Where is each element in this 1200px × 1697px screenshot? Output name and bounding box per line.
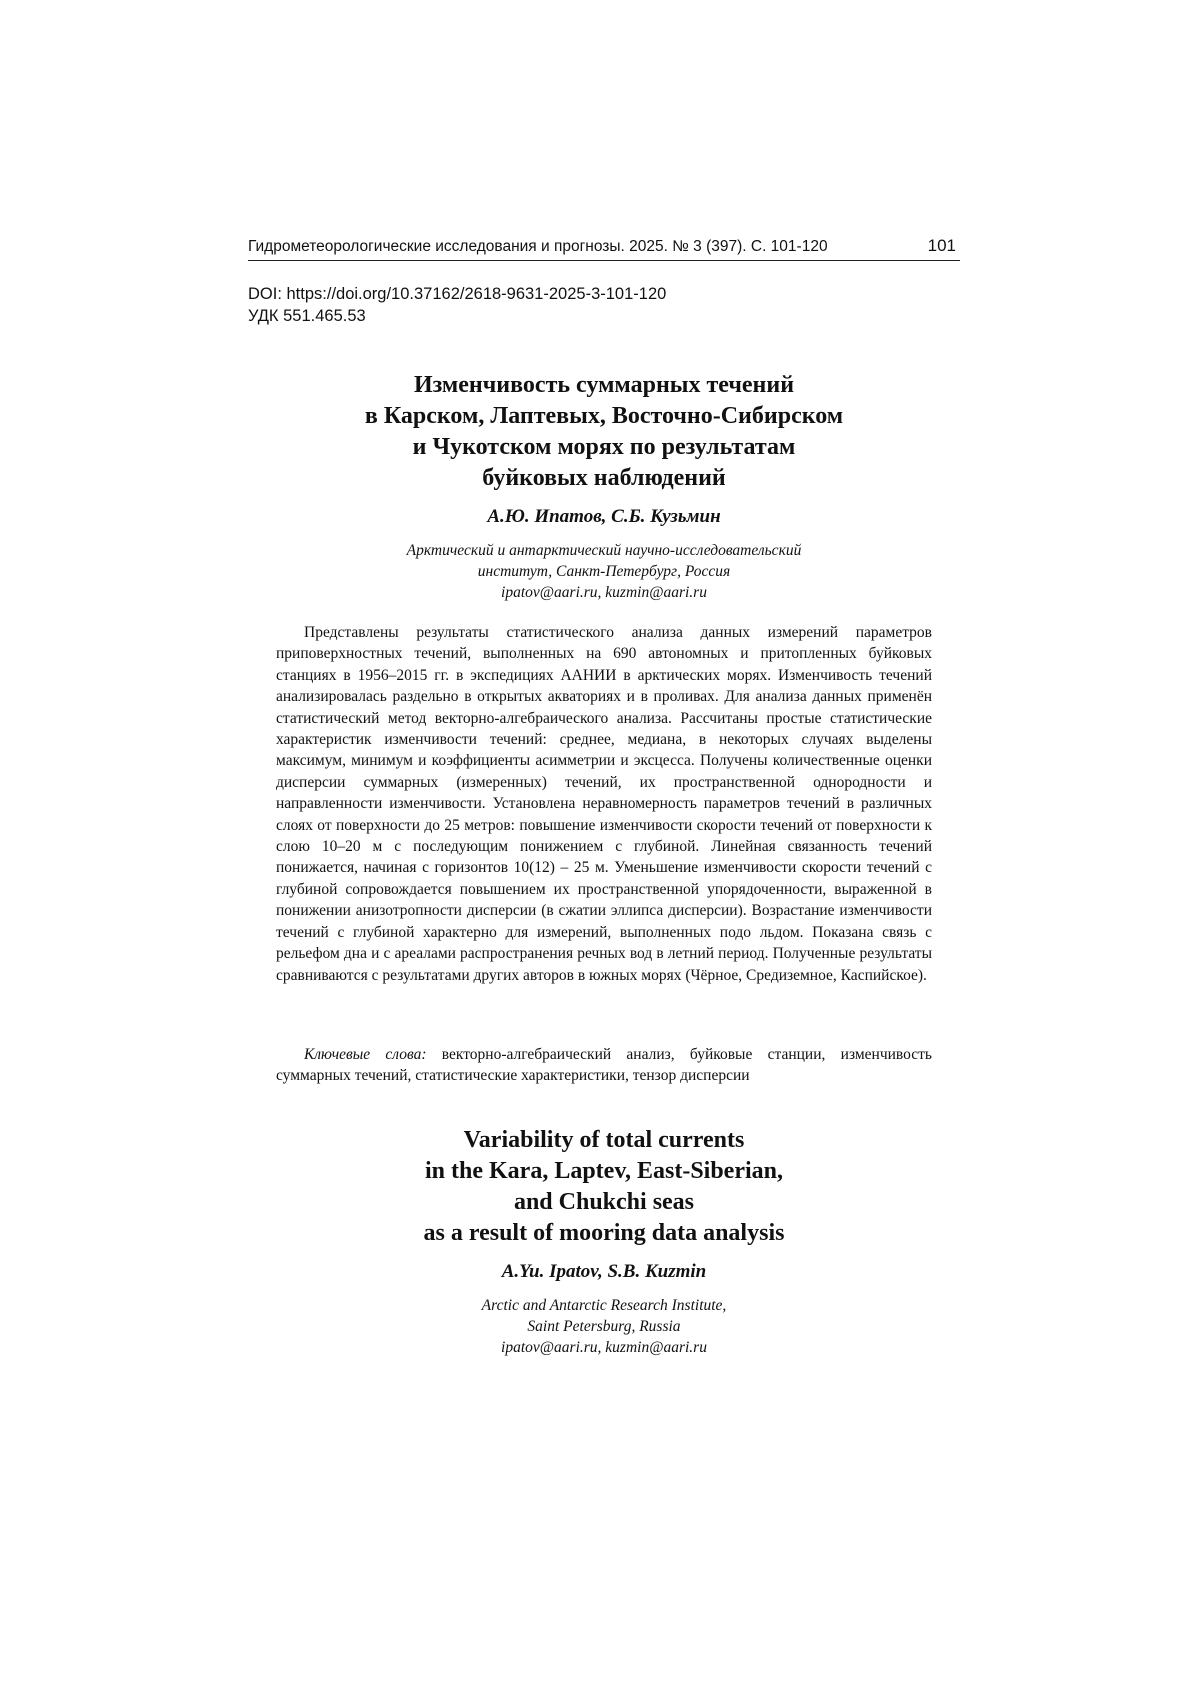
ru-keywords: [276, 1044, 932, 1087]
ru-affiliation-line: Арктический и антарктический научно-исследовательский: [406, 542, 802, 559]
en-affiliation-line: Arctic and Antarctic Research Institute,: [481, 1297, 727, 1314]
en-affiliation: [248, 1295, 960, 1358]
page-number: 101: [927, 236, 956, 255]
ru-abstract: Представлены результаты статистического анализа данных измерений параметров приповерхностных течений, выполненных на 690 автономных и притопленных буйковых станциях в 1956–2015 гг. в экспедициях ААНИИ в арктических морях. Изменчивость течений анализировалась раздельно в открытых акваториях и в проливах. Для анализа данных применён статистический метод векторно-алгебраического анализа. Рассчитаны простые статистические характеристик изменчивости течений: среднее, медиана, в некоторых случаях выделены максимум, минимум и коэффициенты асимметрии и эксцесса. Получены количественные оценки дисперсии суммарных (измеренных) течений, их пространственной однородности и направленности изменчивости. Установлена неравномерность параметров течений в различных слоях от поверхности до 25 метров: повышение изменчивости скорости течений от поверхности к слою 10–20 м с последующим понижением с глубиной. Линейная связанность течений понижается, начиная с горизонтов 10(12) – 25 м. Уменьшение изменчивости скорости течений с глубиной сопровождается повышением их пространственной упорядоченности, выраженной в понижении анизотропности дисперсии (в сжатии эллипса дисперсии). Возрастание изменчивости течений с глубиной характерно для измерений, выполненных подо льдом. Показана связь с рельефом дна и с ареалами распространения речных вод в летний период. Полученные результаты сравниваются с результатами других авторов в южных морях (Чёрное, Средиземное, Каспийское).: [276, 624, 932, 984]
keywords-text: векторно-алгебраический анализ, буйковые станции, изменчивость суммарных течений, статистические характеристики, тензор дисперсии: [276, 1046, 932, 1085]
journal-citation: Гидрометеорологические исследования и прогнозы. 2025. № 3 (397). С. 101-120: [248, 238, 828, 255]
ru-title-block: [248, 370, 960, 603]
ru-affiliation-line: институт, Санкт-Петербург, Россия: [477, 563, 731, 580]
ru-title-line: в Карском, Лаптевых, Восточно-Сибирском: [364, 403, 844, 429]
ru-title-line: Изменчивость суммарных течений: [413, 372, 795, 398]
ru-title: [248, 370, 960, 494]
en-title-line: as a result of mooring data analysis: [423, 1220, 785, 1246]
udk-code: УДК 551.465.53: [248, 307, 366, 325]
keywords-label: Ключевые слова:: [304, 1046, 427, 1063]
en-title: [248, 1125, 960, 1249]
doi-link[interactable]: DOI: https://doi.org/10.37162/2618-9631-2025-3-101-120: [248, 285, 667, 303]
en-author-emails[interactable]: ipatov@aari.ru, kuzmin@aari.ru: [501, 1339, 707, 1356]
article-meta: [248, 283, 666, 327]
running-head: [248, 236, 960, 261]
ru-authors: А.Ю. Ипатов, С.Б. Кузьмин: [487, 506, 721, 527]
ru-affiliation: [248, 540, 960, 603]
en-title-line: in the Kara, Laptev, East-Siberian,: [424, 1158, 784, 1184]
en-title-line: and Chukchi seas: [513, 1189, 695, 1215]
ru-author-emails[interactable]: ipatov@aari.ru, kuzmin@aari.ru: [501, 584, 707, 601]
en-authors: A.Yu. Ipatov, S.B. Kuzmin: [501, 1261, 707, 1282]
ru-title-line: буйковых наблюдений: [482, 465, 726, 491]
ru-title-line: и Чукотском морях по результатам: [412, 434, 796, 460]
en-title-block: [248, 1125, 960, 1358]
en-affiliation-line: Saint Petersburg, Russia: [527, 1318, 681, 1335]
en-title-line: Variability of total currents: [463, 1127, 745, 1153]
